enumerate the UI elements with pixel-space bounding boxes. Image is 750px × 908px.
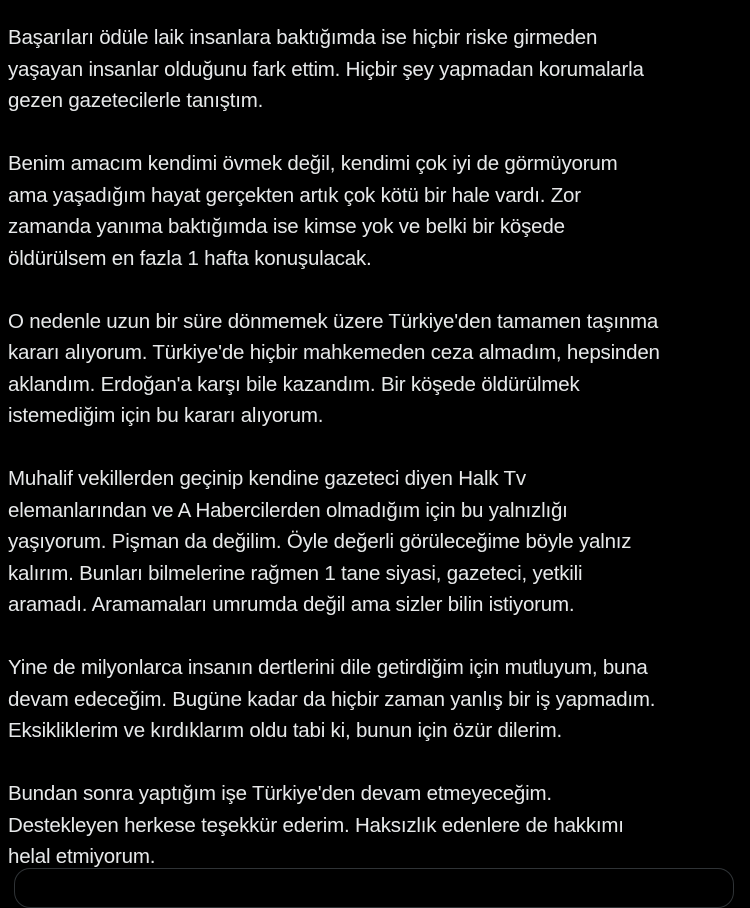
text-line: öldürülsem en fazla 1 hafta konuşulacak. bbox=[8, 246, 372, 270]
tweet-paragraph-6 bbox=[8, 778, 744, 873]
text-line: Eksikliklerim ve kırdıklarım oldu tabi ki, bunun için özür dilerim. bbox=[8, 719, 562, 742]
tweet-paragraph-3 bbox=[8, 306, 744, 432]
text-line: kalırım. Bunları bilmelerine rağmen 1 tane siyasi, gazeteci, yetkili bbox=[8, 561, 583, 585]
text-line: Muhalif vekillerden geçinip kendine gazeteci diyen Halk Tv bbox=[8, 467, 526, 490]
text-line: Başarıları ödüle laik insanlara baktığımda ise hiçbir riske girmeden bbox=[8, 26, 598, 49]
text-line: yaşıyorum. Pişman da değilim. Öyle değerli görüleceğime böyle yalnız bbox=[8, 530, 632, 553]
text-line: Benim amacım kendimi övmek değil, kendimi çok iyi de görmüyorum bbox=[8, 152, 618, 175]
embedded-media-card[interactable] bbox=[14, 868, 734, 908]
tweet-paragraph-4 bbox=[8, 463, 744, 621]
text-line: istemediğim için bu kararı alıyorum. bbox=[8, 404, 324, 427]
tweet-paragraph-1 bbox=[8, 22, 744, 117]
tweet-paragraph-2 bbox=[8, 148, 744, 274]
tweet-paragraph-5 bbox=[8, 652, 744, 747]
text-line: zamanda yanıma baktığımda ise kimse yok ve belki bir köşede bbox=[8, 215, 565, 238]
text-line: kararı alıyorum. Türkiye'de hiçbir mahkemeden ceza almadım, hepsinden bbox=[8, 341, 660, 364]
text-line: Destekleyen herkese teşekkür ederim. Haksızlık edenlere de hakkımı bbox=[8, 813, 624, 837]
text-line: aramadı. Aramamaları umrumda değil ama sizler bilin istiyorum. bbox=[8, 593, 575, 616]
text-line: aklandım. Erdoğan'a karşı bile kazandım. Bir köşede öldürülmek bbox=[8, 372, 580, 396]
tweet-text bbox=[8, 22, 744, 904]
text-line: elemanlarından ve A Habercilerden olmadığım için bu yalnızlığı bbox=[8, 498, 568, 522]
text-line: helal etmiyorum. bbox=[8, 845, 156, 868]
text-line: Yine de milyonlarca insanın dertlerini dile getirdiğim için mutluyum, buna bbox=[8, 656, 648, 679]
text-line: ama yaşadığım hayat gerçekten artık çok kötü bir hale vardı. Zor bbox=[8, 183, 581, 207]
text-line: O nedenle uzun bir süre dönmemek üzere Türkiye'den tamamen taşınma bbox=[8, 309, 659, 333]
text-line: gezen gazetecilerle tanıştım. bbox=[8, 89, 264, 112]
text-line: devam edeceğim. Bugüne kadar da hiçbir zaman yanlış bir iş yapmadım. bbox=[8, 687, 656, 711]
text-line: Bundan sonra yaptığım işe Türkiye'den devam etmeyeceğim. bbox=[8, 782, 552, 805]
text-line: yaşayan insanlar olduğunu fark ettim. Hiçbir şey yapmadan korumalarla bbox=[8, 57, 644, 81]
